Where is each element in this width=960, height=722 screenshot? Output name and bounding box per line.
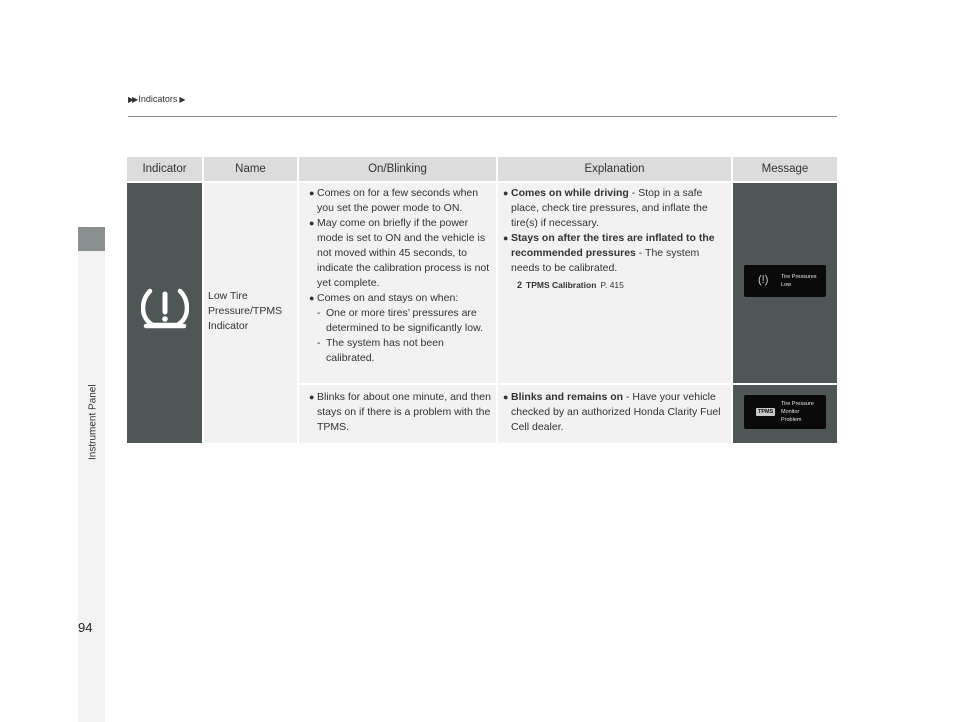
header-on-blinking: On/Blinking	[299, 157, 496, 181]
on-bullet: ● Comes on for a few seconds when you set the power mode to ON.	[309, 187, 479, 214]
explanation-bullet: ● Blinks and remains on - Have your vehicle checked by an authorized Honda Clarity Fuel Cell dealer.	[503, 391, 721, 433]
header-name: Name	[204, 157, 297, 181]
tpms-badge: TPMS	[758, 409, 774, 415]
tpms-calibration-reference[interactable]: 2 TPMS Calibration P. 415	[517, 278, 727, 293]
breadcrumb-section: Indicators	[138, 94, 178, 104]
on-bullet: ● Comes on and stays on when:	[309, 292, 459, 304]
sidebar-label: Instrument Panel	[87, 384, 99, 460]
row1-explanation	[498, 183, 731, 383]
tpms-problem-message: TPMS Tire Pressure Monitor Problem	[744, 395, 826, 429]
breadcrumb	[128, 94, 184, 104]
breadcrumb-arrow-icon: ▶▶	[128, 94, 137, 104]
sidebar-rail	[78, 251, 105, 722]
reference-arrow-icon: 2	[517, 280, 523, 290]
header-explanation: Explanation	[498, 157, 731, 181]
on-bullet: ● Blinks for about one minute, and then stays on if there is a problem with the TPMS.	[309, 391, 491, 433]
tire-pressure-icon: (!)	[758, 274, 769, 286]
indicator-cell	[127, 183, 202, 443]
low-tire-pressure-icon	[141, 286, 189, 330]
row2-on-blinking	[299, 385, 496, 443]
page-number: 94	[78, 620, 93, 635]
on-sub-item: - The system has not been calibrated.	[317, 337, 444, 364]
header-message: Message	[733, 157, 837, 181]
indicator-table	[127, 157, 837, 443]
header-indicator: Indicator	[127, 157, 202, 181]
on-bullet: ● May come on briefly if the power mode is set to ON and the vehicle is not moved within 45 seconds, to indicate the calibration process is not yet complete.	[309, 217, 490, 289]
row1-on-blinking	[299, 183, 496, 383]
indicator-name: Low Tire Pressure/TPMS Indicator	[208, 290, 283, 332]
tire-pressures-low-message: (!) Tire Pressures Low	[744, 265, 826, 297]
explanation-bullet: ● Comes on while driving - Stop in a safe place, check tire pressures, and inflate the tire(s) if necessary.	[503, 187, 708, 229]
header-rule	[128, 116, 837, 117]
breadcrumb-arrow-icon: ▶	[179, 94, 184, 104]
on-sub-item: - One or more tires’ pressures are determined to be significantly low.	[317, 307, 484, 334]
section-tab	[78, 227, 105, 251]
explanation-bullet: ● Stays on after the tires are inflated to the recommended pressures - The system needs to be calibrated.	[503, 232, 715, 274]
row2-explanation	[498, 385, 731, 443]
name-cell	[204, 183, 297, 443]
row1-message-cell	[733, 183, 837, 383]
row2-message-cell	[733, 385, 837, 443]
